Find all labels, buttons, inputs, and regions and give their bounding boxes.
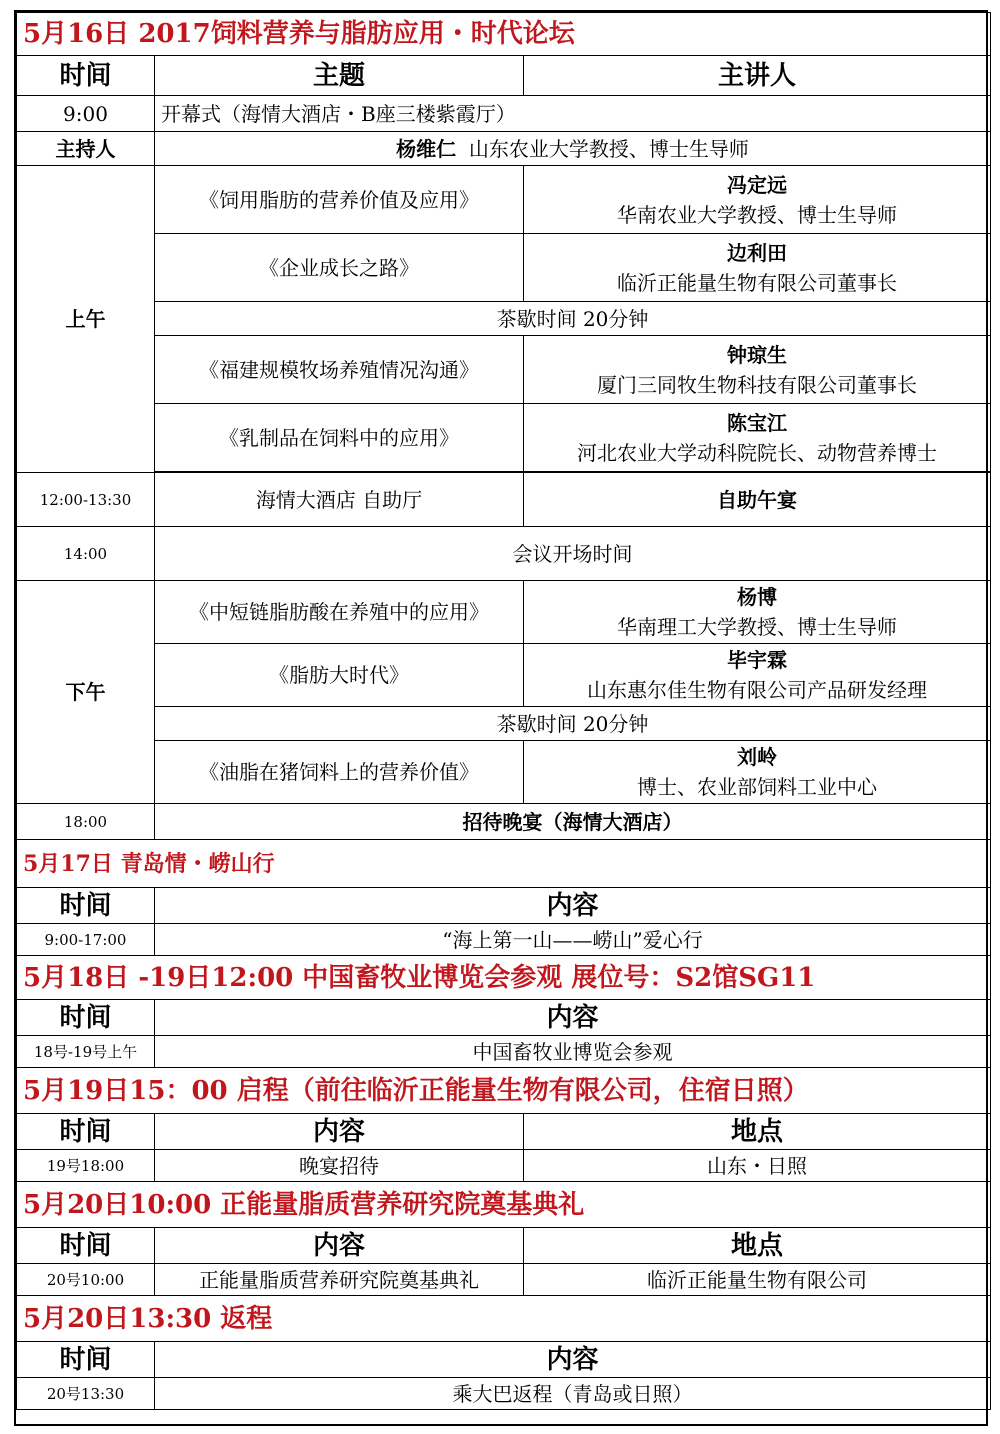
header-place: 地点: [524, 1228, 991, 1264]
header-time: 时间: [17, 1342, 155, 1378]
schedule-sheet: [14, 10, 988, 1426]
talk-speaker: [524, 581, 991, 644]
day6-title: 5月20日13:30 返程: [17, 1296, 991, 1342]
day3-title: 5月18日 -19日12:00 中国畜牧业博览会参观 展位号：S2馆SG11: [17, 956, 991, 1000]
day1-title-row: [17, 13, 991, 56]
host-row: [17, 132, 991, 166]
header-place: 地点: [524, 1114, 991, 1150]
speaker-name: 杨博: [737, 585, 777, 609]
day2-title-row: [17, 840, 991, 888]
opening-text: 开幕式（海情大酒店・B座三楼紫霞厅）: [155, 96, 991, 132]
day3-text: 中国畜牧业博览会参观: [155, 1036, 991, 1068]
opening-row: [17, 96, 991, 132]
speaker-org: 博士、农业部饲料工业中心: [637, 775, 877, 799]
afternoon-start-row: [17, 527, 991, 581]
day5-row: [17, 1264, 991, 1296]
day3-row: [17, 1036, 991, 1068]
day5-content: 正能量脂质营养研究院奠基典礼: [155, 1264, 524, 1296]
day3-time: 18号-19号上午: [17, 1036, 155, 1068]
speaker-name: 毕宇霖: [727, 648, 787, 672]
day6-time: 20号13:30: [17, 1378, 155, 1410]
day4-row: [17, 1150, 991, 1182]
talk-speaker: [524, 741, 991, 804]
talk-topic: 《企业成长之路》: [155, 234, 524, 302]
talk-row: [17, 644, 991, 707]
schedule-table: [16, 12, 991, 1410]
afternoon-start-time: 14:00: [17, 527, 155, 581]
afternoon-start-text: 会议开场时间: [155, 527, 991, 581]
break-row: [17, 302, 991, 336]
day1-title: 5月16日 2017饲料营养与脂肪应用・时代论坛: [17, 13, 991, 56]
speaker-name: 边利田: [727, 240, 787, 265]
talk-row: [17, 234, 991, 302]
talk-topic: 《中短链脂肪酸在养殖中的应用》: [155, 581, 524, 644]
header-content: 内容: [155, 1342, 991, 1378]
speaker-name: 刘岭: [737, 745, 777, 769]
day6-row: [17, 1378, 991, 1410]
break-text: 茶歇时间 20分钟: [155, 302, 991, 336]
talk-row: [17, 166, 991, 234]
header-time: 时间: [17, 1000, 155, 1036]
talk-speaker: [524, 404, 991, 472]
day2-title: 5月17日 青岛情・崂山行: [17, 840, 991, 888]
speaker-org: 山东惠尔佳生物有限公司产品研发经理: [587, 678, 927, 702]
header-content: 内容: [155, 1114, 524, 1150]
lunch-place: 海情大酒店 自助厅: [155, 473, 524, 527]
talk-topic: 《脂肪大时代》: [155, 644, 524, 707]
header-content: 内容: [155, 1228, 524, 1264]
speaker-org: 厦门三同牧生物科技有限公司董事长: [597, 372, 917, 397]
lunch-row: [17, 473, 991, 527]
opening-time: 9:00: [17, 96, 155, 132]
day6-title-row: [17, 1296, 991, 1342]
day2-header-row: [17, 888, 991, 924]
day6-header-row: [17, 1342, 991, 1378]
lunch-time: 12:00-13:30: [17, 473, 155, 527]
day2-time: 9:00-17:00: [17, 924, 155, 956]
header-time: 时间: [17, 888, 155, 924]
header-time: 时间: [17, 56, 155, 96]
day5-title: 5月20日10:00 正能量脂质营养研究院奠基典礼: [17, 1182, 991, 1228]
host-title: 山东农业大学教授、博士生导师: [468, 136, 749, 161]
host-label: 主持人: [17, 132, 155, 166]
day2-text: “海上第一山——崂山”爱心行: [155, 924, 991, 956]
talk-topic: 《油脂在猪饲料上的营养价值》: [155, 741, 524, 804]
day4-content: 晚宴招待: [155, 1150, 524, 1182]
header-content: 内容: [155, 1000, 991, 1036]
day4-title: 5月19日15：00 启程（前往临沂正能量生物有限公司，住宿日照）: [17, 1068, 991, 1114]
day4-header-row: [17, 1114, 991, 1150]
header-speaker: 主讲人: [524, 56, 991, 96]
speaker-name: 陈宝江: [727, 410, 787, 435]
talk-topic: 《饲用脂肪的营养价值及应用》: [155, 166, 524, 234]
lunch-text: 自助午宴: [524, 473, 991, 527]
day5-header-row: [17, 1228, 991, 1264]
talk-speaker: [524, 336, 991, 404]
day4-place: 山东・日照: [524, 1150, 991, 1182]
day3-title-row: [17, 956, 991, 1000]
morning-label: 上午: [17, 166, 155, 473]
day6-text: 乘大巴返程（青岛或日照）: [155, 1378, 991, 1410]
day4-time: 19号18:00: [17, 1150, 155, 1182]
day4-title-row: [17, 1068, 991, 1114]
talk-speaker: [524, 166, 991, 234]
speaker-org: 临沂正能量生物有限公司董事长: [617, 270, 897, 295]
day5-place: 临沂正能量生物有限公司: [524, 1264, 991, 1296]
header-content: 内容: [155, 888, 991, 924]
talk-speaker: [524, 234, 991, 302]
day5-title-row: [17, 1182, 991, 1228]
header-time: 时间: [17, 1114, 155, 1150]
talk-speaker: [524, 644, 991, 707]
talk-row: [17, 404, 991, 472]
header-time: 时间: [17, 1228, 155, 1264]
dinner-text: 招待晚宴（海情大酒店）: [155, 804, 991, 840]
speaker-org: 华南农业大学教授、博士生导师: [617, 202, 897, 227]
speaker-name: 冯定远: [727, 172, 787, 197]
day5-time: 20号10:00: [17, 1264, 155, 1296]
speaker-org: 河北农业大学动科院院长、动物营养博士: [577, 440, 937, 465]
speaker-name: 钟琼生: [727, 342, 787, 367]
host-name: 杨维仁: [396, 136, 457, 161]
talk-row: [17, 741, 991, 804]
break-row: [17, 707, 991, 741]
dinner-row: [17, 804, 991, 840]
afternoon-label: 下午: [17, 581, 155, 804]
day2-row: [17, 924, 991, 956]
talk-row: [17, 336, 991, 404]
talk-topic: 《福建规模牧场养殖情况沟通》: [155, 336, 524, 404]
speaker-org: 华南理工大学教授、博士生导师: [617, 615, 897, 639]
break-text: 茶歇时间 20分钟: [155, 707, 991, 741]
day1-header-row: [17, 56, 991, 96]
talk-topic: 《乳制品在饲料中的应用》: [155, 404, 524, 472]
day3-header-row: [17, 1000, 991, 1036]
header-topic: 主题: [155, 56, 524, 96]
talk-row: [17, 581, 991, 644]
dinner-time: 18:00: [17, 804, 155, 840]
host-info: [155, 132, 991, 166]
